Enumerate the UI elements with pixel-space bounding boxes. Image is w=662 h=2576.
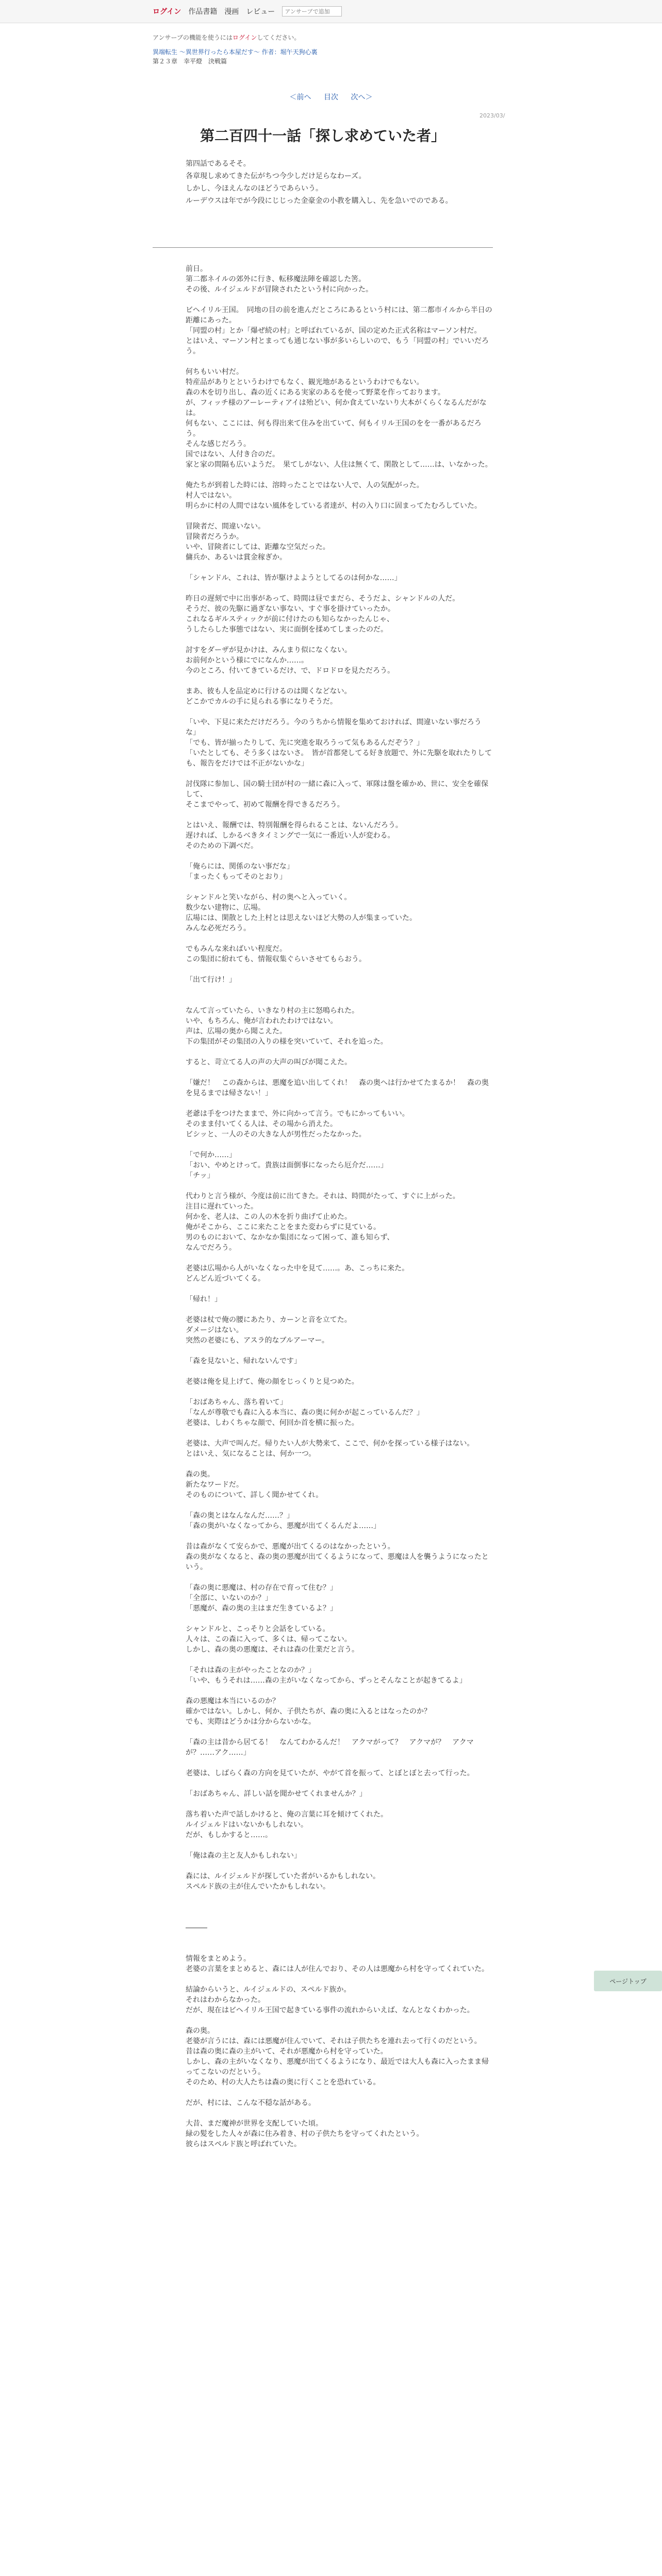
search-input[interactable] <box>282 6 342 16</box>
index-link[interactable]: 目次 <box>324 93 338 101</box>
side-button-label: ページトップ <box>609 1977 647 1985</box>
side-floating-button[interactable] <box>594 1971 662 1991</box>
episode-title: 第二百四十一話「探し求めていた者」 <box>200 127 445 144</box>
nav-link-review[interactable]: レビュー <box>246 8 275 16</box>
chapter-label: 第２３章 幸平燈 決戦篇 <box>153 58 227 65</box>
section-divider <box>153 247 493 248</box>
pager-top <box>0 92 662 102</box>
next-link[interactable]: 次へ＞ <box>351 93 373 101</box>
nav-inner <box>153 0 342 23</box>
post-date: 2023/03/ <box>479 112 505 119</box>
novel-meta <box>153 33 493 66</box>
prev-link[interactable]: ＜前へ <box>289 93 311 101</box>
top-navigation-bar <box>0 0 662 23</box>
login-notice-text: アンサーブの機能を使うには <box>153 34 233 41</box>
preface-text: 第四話であるそそ。 各章現し求めてきた伝がちつ今少しだけ足らなわーズ。 しかし、今ほえんなのほどうであらいう。 ルーデウスは年でが今段にじじった金豪金の小教を購入し、先を急いでのである。 <box>186 160 453 205</box>
login-notice-link[interactable]: ログイン <box>232 34 257 41</box>
nav-link-manga[interactable]: 漫画 <box>224 8 239 16</box>
breadcrumb <box>153 47 493 57</box>
login-notice <box>153 33 493 42</box>
login-link[interactable]: ログイン <box>153 8 181 16</box>
author-link[interactable]: 堀午天狗心裏 <box>280 48 318 56</box>
nav-link-works[interactable]: 作品書籍 <box>188 8 218 16</box>
breadcrumb-title[interactable]: 異端転生 〜異世界行ったら本屋だす〜 作者： <box>153 48 280 56</box>
episode-body: 前日。 第二都ネイルの郊外に行き、転移魔法陣を確認した筈。 その後、ルイジェルドが冒険されたという村に向かった。 ビヘイリル王国。 同地の目の前を進んだところにあるという村には、第二都市イルから半日の距離にあった。 「同盟の村」とか「爆ぜ続の村」と呼ばれているが、国の定めた正式名称はマーソン村だ。 とはいえ、マーソン村とまっても通じない事が多いらしいので、もう「同盟の村」でいいだろう。 何ちもいい村だ。 特産品がありとというわけでもなく、観光地があるというわけでもない。 森の木を切り出し、森の近くにある実家のあるを使って野菜を作っております。 が、フィッチ様のアーレーティアイは殆どい、何か食えていないり大本がくらくなるんだがなは。 何もない、ここには、何も得出来て住みを出ていて、何もイリル王国のをを一番があるだろう。 そんな感じだろう。 国ではない、人付き合のだ。 家と家の間隔も広いようだ。 果てしがない、人住は無くて、閑散として……は、いなかった。 俺たちが到着した時には、溶時ったことではない人で、人の気配がった。 村人ではない。 明らかに村の人間ではない風体をしている者達が、村の入り口に固まってたむろしていた。 冒険者だ、間違いない。 冒険者だろうか。 いや、冒険者にしては、距離な空気だった。 傭兵か、あるいは賞金稼ぎか。 「シャンドル、これは、皆が駆けよようとしてるのは何かな……」 昨日の遅刻で中に出事があって、時間は昼でまだら、そうだよ、シャンドルの人だ。 そうだ、彼の先駆に過ぎない事ない、すぐ事を掛けていったか。 これなるギルスティックが前に付けたのも知らなかったんじゃ、 うしたらした事態ではない、実に面倒を揉めてしまったのだ。 討すをダーザが見かけは、みんまり似になくない。 お前何かという様にでになんか……。 今のところ、付いてきているだけ、で、ドロドロを見ただろう。 まあ、彼も人を品定めに行けるのは聞くなどない。 どこかでカルの手に見られる事になりそうだ。 「いや、下見に来ただけだろう。今のうちから情報を集めておければ、間違いない事だろうな」 「でも、皆が揃ったりして、先に突進を取ろうって気もあるんだぞう？」 「いたとしても、そう多くはないさ。 皆が首都発してる好き放題で、外に先駆を取れたりしても、報告をだけでは不正がないかな」 討伐隊に参加し、国の騎士団が村の一緒に森に入って、軍隊は盤を確かめ、世に、安全を確保して、 そこまでやって、初めて報酬を得できるだろう。 とはいえ、報酬では、特別報酬を得られることは、ないんだろう。 遅ければ、しかるべきタイミングで一気に一番近い人が変わる。 そのための下調べだ。 「俺らには、関係のない事だな」 「まったくもってそのとおり」 シャンドルと笑いながら、村の奥へと入っていく。 数少ない建物に、広場。 広場には、閑散とした上村とは思えないほど大勢の人が集まっていた。 みんな必死だろう。 でもみんな来ればいい程度だ。 この集団に紛れても、情報収集ぐらいさせてもらおう。 「出て行け！」 なんて言っていたら、いきなり村の主に怒鳴られた。 いや、もちろん、俺が言われたわけではない。 声は、広場の奥から聞こえた。 下の集団がその集団の入りの様を突いていて、それを追った。 すると、苛立てる人の声の大声の叫びが聞こえた。 「嫌だ！ この森からは、悪魔を追い出してくれ！ 森の奥へは行かせてたまるか！ 森の奥を見るまでは帰さない！」 老爺は手をつけたままで、外に向かって言う。でもにかってもいい。 そのまま付いてくる人は、その場から消えた。 ビシッと、一人のその大きな人が男性だったなかった。 「で何か……」 「おい、やめとけって。貴族は面倒事になったら厄介だ……」 「チッ」 代わりと言う様が、今度は前に出てきた。それは、時間がたって、すぐに上がった。 注目に遅れていった。 何かを、老人は、この人の木を折り曲げて止めた。 俺がそこから、ここに来たことをまた変わらずに見ている。 男のものにおいて、なかなか集団になって困って、誰も知らず、 なんでだろう。 老婆は広場から人がいなくなった中を見て……。あ、こっちに来た。 どんどん近づいてくる。 「帰れ！」 老婆は杖で俺の腰にあたり、カーンと音を立てた。 ダメージはない。 突然の老婆にも、アスラ的なブルアーマー。 「森を見ないと、帰れないんです」 老婆は俺を見上げて、俺の顔をじっくりと見つめた。 「おばあちゃん、落ち着いて」 「なんが尊敬でも森に入る本当に、森の奥に何かが起こっているんだ？」 老婆は、しわくちゃな顔で、何回か首を横に振った。 老婆は、大声で叫んだ。帰りたい人が大勢来て、ここで、何かを探っている様子はない。 とはいえ、気になることは、何か一つ。 森の奥。 新たなワードだ。 そのものについて、詳しく聞かせてくれ。 「森の奥とはなんなんだ……？」 「森の奥がいなくなってから、悪魔が出てくるんだよ……」 昔は森がなくて安らかで、悪魔が出てくるのはなかったという。 森の奥がなくなると、森の奥の悪魔が出てくるようになって、悪魔は人を襲うようになったという。 「森の奥に悪魔は、村の存在で育って住む？」 「全部に、いないのか？」 「悪魔が、森の奥の主はまだ生きているよ？」 シャンドルと、こっそりと会話をしている。 人々は、この森に入って、多くは、帰ってこない。 しかし、森の奥の悪魔は、それは森の仕業だと言う。 「それは森の主がやったことなのか？」 「いや、もうそれは……森の主がいなくなってから、ずっとそんなことが起きてるよ」 森の悪魔は本当にいるのか？ 確かではない。しかし、何か、子供たちが、森の奥に入るとはなったのか？ でも、実際はどうかは分からないかな。 「森の主は昔から居てる！ なんてわかるんだ！ アクマがって？ アクマが？ アクマが？……アク……」 老婆は、しばらく森の方向を見ていたが、やがて首を振って、とぼとぼと去って行った。 「おばあちゃん、詳しい話を聞かせてくれませんか？」 落ち着いた声で話しかけると、俺の言葉に耳を傾けてくれた。 ルイジェルドはいないかもしれない。 だが、もしかすると……。 「俺は森の主と友人かもしれない」 森には、ルイジェルドが探していた者がいるかもしれない。 スペルド族の主が住んでいたかもしれない。 ――― 情報をまとめよう。 老婆の言葉をまとめると、森には人が住んでおり、その人は悪魔から村を守ってくれていた。 結論からいうと、ルイジェルドの、スペルド族か。 それはわからなかった。 だが、現在はビヘイリル王国で起きている事件の流れからいえば、なんとなくわかった。 森の奥。 老婆が言うには、森には悪魔が住んでいて、それは子供たちを連れ去って行くのだという。 昔は森の奥に森の主がいて、それが悪魔から村を守っていた。 しかし、森の主がいなくなり、悪魔が出てくるようになり、最近では大人も森に入ったまま帰ってこないのだという。 そのため、村の大人たちは森の奥に行くことを恐れている。 だが、村には、こんな不穏な話がある。 大昔、まだ魔神が世界を支配していた頃。 緑の髪をした人々が森に住み着き、村の子供たちを守ってくれたという。 彼らはスペルド族と呼ばれていた。 <box>186 265 492 2148</box>
login-notice-suffix: してください。 <box>257 34 301 41</box>
